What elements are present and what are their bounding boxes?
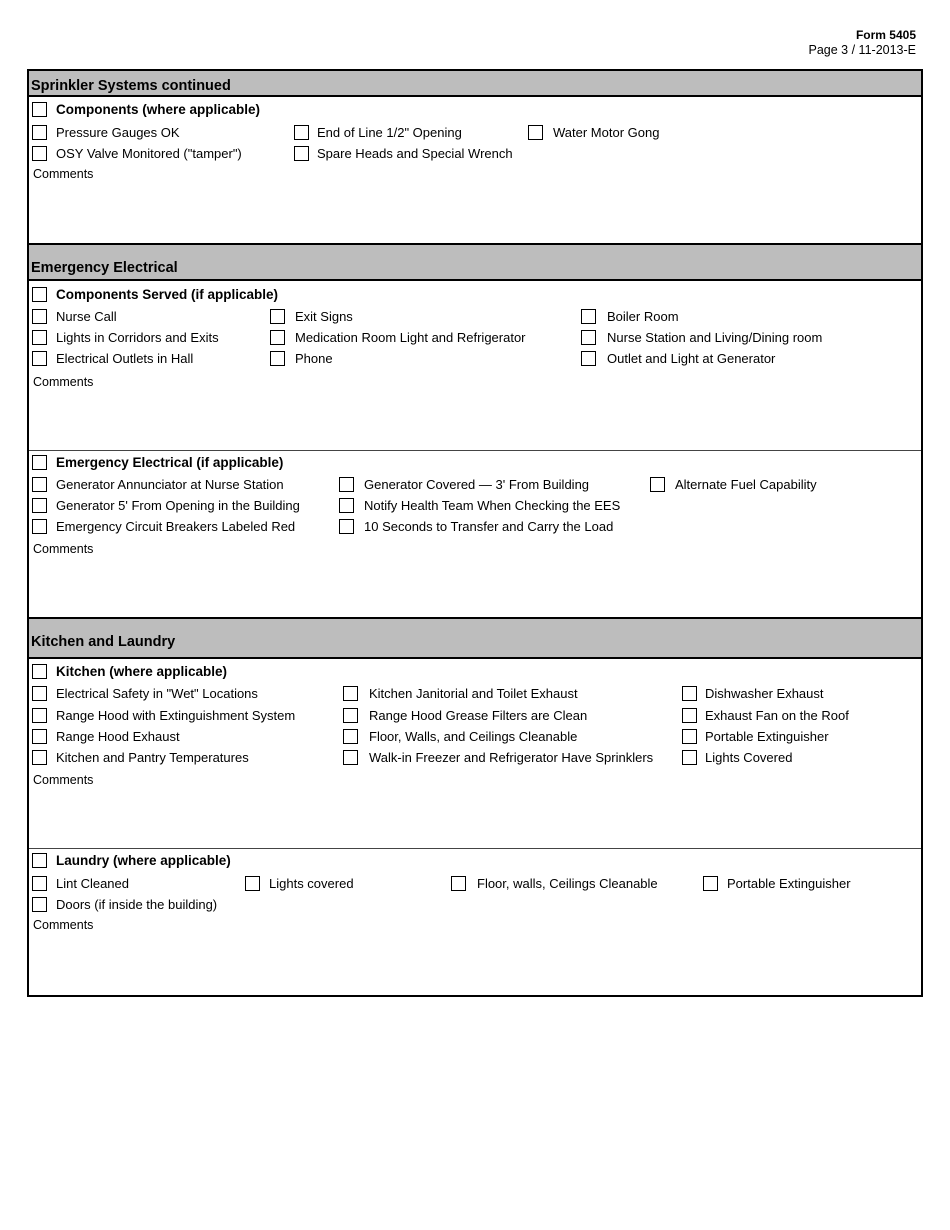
checkbox-lights-covered-laundry[interactable]	[245, 876, 260, 891]
label-nurse-station: Nurse Station and Living/Dining room	[607, 330, 823, 345]
checkbox-end-of-line[interactable]	[294, 125, 309, 140]
label-floor-walls-ceilings: Floor, Walls, and Ceilings Cleanable	[369, 729, 578, 744]
checkbox-janitorial-exhaust[interactable]	[343, 686, 358, 701]
section-title: Kitchen and Laundry	[31, 634, 176, 650]
checkbox-nurse-call[interactable]	[32, 309, 47, 324]
label-walk-in-freezer: Walk-in Freezer and Refrigerator Have Sprinklers	[369, 750, 654, 765]
checkbox-exhaust-fan-roof[interactable]	[682, 708, 697, 723]
label-pressure-gauges: Pressure Gauges OK	[56, 125, 180, 140]
checkbox-nurse-station[interactable]	[581, 330, 596, 345]
label-floor-walls-laundry: Floor, walls, Ceilings Cleanable	[477, 876, 658, 891]
checkbox-emergency-electrical[interactable]	[32, 455, 47, 470]
label-grease-filters: Range Hood Grease Filters are Clean	[369, 708, 588, 723]
page-number: Page 3 / 11-2013-E	[808, 43, 916, 57]
comments-label-kitchen: Comments	[33, 773, 94, 787]
comments-label-emergency-electrical: Comments	[33, 542, 94, 556]
checkbox-outlet-generator[interactable]	[581, 351, 596, 366]
checkbox-boiler-room[interactable]	[581, 309, 596, 324]
label-boiler-room: Boiler Room	[607, 309, 679, 324]
checkbox-kitchen-temperatures[interactable]	[32, 750, 47, 765]
label-lint-cleaned: Lint Cleaned	[56, 876, 129, 891]
checkbox-doors-inside[interactable]	[32, 897, 47, 912]
label-osy-valve: OSY Valve Monitored ("tamper")	[56, 146, 242, 161]
section-title: Emergency Electrical	[31, 260, 178, 276]
label-range-hood-exhaust: Range Hood Exhaust	[56, 729, 180, 744]
label-generator-annunciator: Generator Annunciator at Nurse Station	[56, 477, 284, 492]
checkbox-phone[interactable]	[270, 351, 285, 366]
checkbox-alternate-fuel[interactable]	[650, 477, 665, 492]
checkbox-range-hood-extinguishment[interactable]	[32, 708, 47, 723]
section-header-emergency-electrical	[29, 245, 921, 281]
label-10-seconds: 10 Seconds to Transfer and Carry the Load	[364, 519, 614, 534]
label-lights-corridors: Lights in Corridors and Exits	[56, 330, 219, 345]
label-alternate-fuel: Alternate Fuel Capability	[675, 477, 817, 492]
checkbox-osy-valve[interactable]	[32, 146, 47, 161]
divider	[29, 450, 921, 451]
label-exhaust-fan-roof: Exhaust Fan on the Roof	[705, 708, 849, 723]
divider	[29, 848, 921, 849]
label-medication-room: Medication Room Light and Refrigerator	[295, 330, 526, 345]
checkbox-generator-annunciator[interactable]	[32, 477, 47, 492]
label-lights-covered-laundry: Lights covered	[269, 876, 354, 891]
checkbox-electrical-safety-wet[interactable]	[32, 686, 47, 701]
label-generator-covered: Generator Covered — 3' From Building	[364, 477, 590, 492]
label-portable-extinguisher-kitchen: Portable Extinguisher	[705, 729, 829, 744]
label-generator-5ft: Generator 5' From Opening in the Building	[56, 498, 300, 513]
checkbox-components[interactable]	[32, 102, 47, 117]
label-notify-health-team: Notify Health Team When Checking the EES	[364, 498, 621, 513]
checkbox-exit-signs[interactable]	[270, 309, 285, 324]
emergency-electrical-header: Emergency Electrical (if applicable)	[56, 455, 284, 470]
checkbox-grease-filters[interactable]	[343, 708, 358, 723]
checkbox-circuit-breakers[interactable]	[32, 519, 47, 534]
checkbox-components-served[interactable]	[32, 287, 47, 302]
checkbox-walk-in-freezer[interactable]	[343, 750, 358, 765]
section-header-kitchen-laundry	[29, 619, 921, 659]
checkbox-water-motor-gong[interactable]	[528, 125, 543, 140]
checkbox-notify-health-team[interactable]	[339, 498, 354, 513]
comments-label-components-served: Comments	[33, 375, 94, 389]
label-phone: Phone	[295, 351, 333, 366]
checkbox-portable-extinguisher-kitchen[interactable]	[682, 729, 697, 744]
laundry-header: Laundry (where applicable)	[56, 853, 231, 868]
label-janitorial-exhaust: Kitchen Janitorial and Toilet Exhaust	[369, 686, 578, 701]
checkbox-kitchen[interactable]	[32, 664, 47, 679]
checkbox-generator-5ft[interactable]	[32, 498, 47, 513]
label-outlet-generator: Outlet and Light at Generator	[607, 351, 776, 366]
checkbox-10-seconds[interactable]	[339, 519, 354, 534]
form-number: Form 5405	[855, 28, 916, 42]
checkbox-spare-heads[interactable]	[294, 146, 309, 161]
section-header-sprinkler	[29, 71, 921, 97]
label-end-of-line: End of Line 1/2" Opening	[317, 125, 462, 140]
section-title: Sprinkler Systems continued	[31, 78, 231, 94]
kitchen-header: Kitchen (where applicable)	[56, 664, 228, 679]
label-electrical-safety-wet: Electrical Safety in "Wet" Locations	[56, 686, 258, 701]
components-header: Components (where applicable)	[56, 102, 261, 117]
checkbox-lights-covered-kitchen[interactable]	[682, 750, 697, 765]
comments-label-laundry: Comments	[33, 918, 94, 932]
label-water-motor-gong: Water Motor Gong	[553, 125, 660, 140]
label-circuit-breakers: Emergency Circuit Breakers Labeled Red	[56, 519, 296, 534]
checkbox-medication-room[interactable]	[270, 330, 285, 345]
label-electrical-outlets: Electrical Outlets in Hall	[56, 351, 194, 366]
checkbox-pressure-gauges[interactable]	[32, 125, 47, 140]
label-spare-heads: Spare Heads and Special Wrench	[317, 146, 513, 161]
checkbox-lights-corridors[interactable]	[32, 330, 47, 345]
label-nurse-call: Nurse Call	[56, 309, 117, 324]
components-served-header: Components Served (if applicable)	[56, 287, 279, 302]
label-range-hood-extinguishment: Range Hood with Extinguishment System	[56, 708, 296, 723]
checkbox-laundry[interactable]	[32, 853, 47, 868]
checkbox-portable-extinguisher-laundry[interactable]	[703, 876, 718, 891]
label-exit-signs: Exit Signs	[295, 309, 353, 324]
label-kitchen-temperatures: Kitchen and Pantry Temperatures	[56, 750, 249, 765]
comments-label-sprinkler: Comments	[33, 167, 94, 181]
checkbox-floor-walls-laundry[interactable]	[451, 876, 466, 891]
checkbox-generator-covered[interactable]	[339, 477, 354, 492]
checkbox-lint-cleaned[interactable]	[32, 876, 47, 891]
label-dishwasher-exhaust: Dishwasher Exhaust	[705, 686, 824, 701]
checkbox-range-hood-exhaust[interactable]	[32, 729, 47, 744]
label-doors-inside: Doors (if inside the building)	[56, 897, 218, 912]
checkbox-floor-walls-ceilings[interactable]	[343, 729, 358, 744]
label-lights-covered-kitchen: Lights Covered	[705, 750, 793, 765]
checkbox-dishwasher-exhaust[interactable]	[682, 686, 697, 701]
checkbox-electrical-outlets[interactable]	[32, 351, 47, 366]
label-portable-extinguisher-laundry: Portable Extinguisher	[727, 876, 851, 891]
